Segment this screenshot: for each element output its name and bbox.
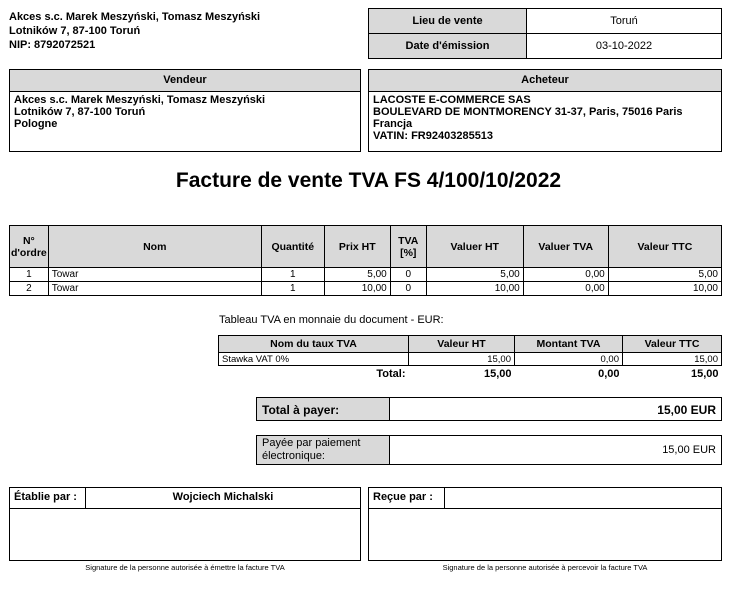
place-of-sale-value: Toruń <box>527 9 722 34</box>
vendor-box <box>9 69 361 152</box>
vat-total-label: Total: <box>376 368 406 380</box>
row-no: 2 <box>10 282 49 296</box>
col-tva: TVA [%] <box>390 226 426 268</box>
invoice-meta-table <box>368 8 722 59</box>
issued-by-box <box>9 487 361 561</box>
buyer-address: BOULEVARD DE MONTMORENCY 31-37, Paris, 75016 Paris <box>373 106 683 118</box>
vat-rate-name: Stawka VAT 0% <box>219 353 409 366</box>
row-qty: 1 <box>261 268 324 282</box>
vendor-title: Vendeur <box>10 70 360 92</box>
paid-electronic-label: Payée par paiement électronique: <box>257 436 390 464</box>
row-tva-value: 0,00 <box>523 268 608 282</box>
received-signature-area <box>369 509 721 561</box>
invoice-title: Facture de vente TVA FS 4/100/10/2022 <box>175 169 562 192</box>
vat-col-tax: Montant TVA <box>515 336 623 353</box>
row-tva: 0 <box>390 282 426 296</box>
row-price: 5,00 <box>324 268 390 282</box>
buyer-title: Acheteur <box>369 70 721 92</box>
vat-total-tax: 0,00 <box>598 368 620 380</box>
seller-header-address: Lotników 7, 87-100 Toruń <box>9 25 141 37</box>
row-net: 5,00 <box>426 268 523 282</box>
buyer-name: LACOSTE E-COMMERCE SAS <box>373 94 531 106</box>
received-by-label: Reçue par : <box>369 488 445 508</box>
vat-col-rate: Nom du taux TVA <box>219 336 409 353</box>
received-by-name <box>445 488 721 508</box>
paid-electronic-value: 15,00 EUR <box>662 444 716 456</box>
vat-gross: 15,00 <box>623 353 722 366</box>
total-to-pay-value: 15,00 EUR <box>657 403 716 417</box>
row-qty: 1 <box>261 282 324 296</box>
col-gross: Valeur TTC <box>608 226 721 268</box>
total-to-pay-label: Total à payer: <box>257 398 390 420</box>
vat-total-net: 15,00 <box>483 368 512 380</box>
seller-header-nip: NIP: 8792072521 <box>9 39 96 51</box>
seller-header <box>9 10 260 52</box>
received-signature-caption: Signature de la personne autorisée à percevoir la facture TVA <box>442 563 648 572</box>
row-tva-value: 0,00 <box>523 282 608 296</box>
issue-date-label: Date d'émission <box>369 34 527 59</box>
row-gross: 5,00 <box>608 268 721 282</box>
seller-header-name: Akces s.c. Marek Meszyński, Tomasz Meszyński <box>9 11 261 23</box>
issued-signature-area <box>10 509 360 561</box>
place-of-sale-label: Lieu de vente <box>369 9 527 34</box>
row-price: 10,00 <box>324 282 390 296</box>
vendor-country: Pologne <box>14 118 58 130</box>
items-table <box>9 225 722 296</box>
vat-total-row <box>219 366 722 383</box>
row-name: Towar <box>48 268 261 282</box>
issue-date-value: 03-10-2022 <box>527 34 722 59</box>
issued-signature-caption: Signature de la personne autorisée à émettre la facture TVA <box>85 563 285 572</box>
table-row <box>10 268 722 282</box>
vat-col-net: Valeur HT <box>409 336 515 353</box>
vat-total-gross: 15,00 <box>690 368 719 380</box>
vendor-address: Lotników 7, 87-100 Toruń <box>14 106 146 118</box>
buyer-vat: VATIN: FR92403285513 <box>373 130 494 142</box>
row-gross: 10,00 <box>608 282 721 296</box>
vat-summary-caption: Tableau TVA en monnaie du document - EUR: <box>219 314 444 326</box>
table-row <box>10 282 722 296</box>
buyer-box <box>368 69 722 152</box>
col-tva-value: Valuer TVA <box>523 226 608 268</box>
buyer-country: Francja <box>373 118 413 130</box>
row-tva: 0 <box>390 268 426 282</box>
col-qty: Quantité <box>261 226 324 268</box>
issued-by-name: Wojciech Michalski <box>172 491 274 503</box>
row-no: 1 <box>10 268 49 282</box>
row-net: 10,00 <box>426 282 523 296</box>
col-no: N° d'ordre <box>10 226 49 268</box>
total-to-pay-box <box>256 397 722 421</box>
col-price: Prix HT <box>324 226 390 268</box>
paid-electronic-box <box>256 435 722 465</box>
vendor-name: Akces s.c. Marek Meszyński, Tomasz Meszyński <box>14 94 266 106</box>
col-net: Valuer HT <box>426 226 523 268</box>
vat-tax: 0,00 <box>515 353 623 366</box>
vat-net: 15,00 <box>409 353 515 366</box>
issued-by-label: Établie par : <box>10 488 86 508</box>
col-name: Nom <box>48 226 261 268</box>
received-by-box <box>368 487 722 561</box>
row-name: Towar <box>48 282 261 296</box>
table-row <box>219 353 722 366</box>
vat-col-gross: Valeur TTC <box>623 336 722 353</box>
vat-summary-table <box>218 335 722 382</box>
